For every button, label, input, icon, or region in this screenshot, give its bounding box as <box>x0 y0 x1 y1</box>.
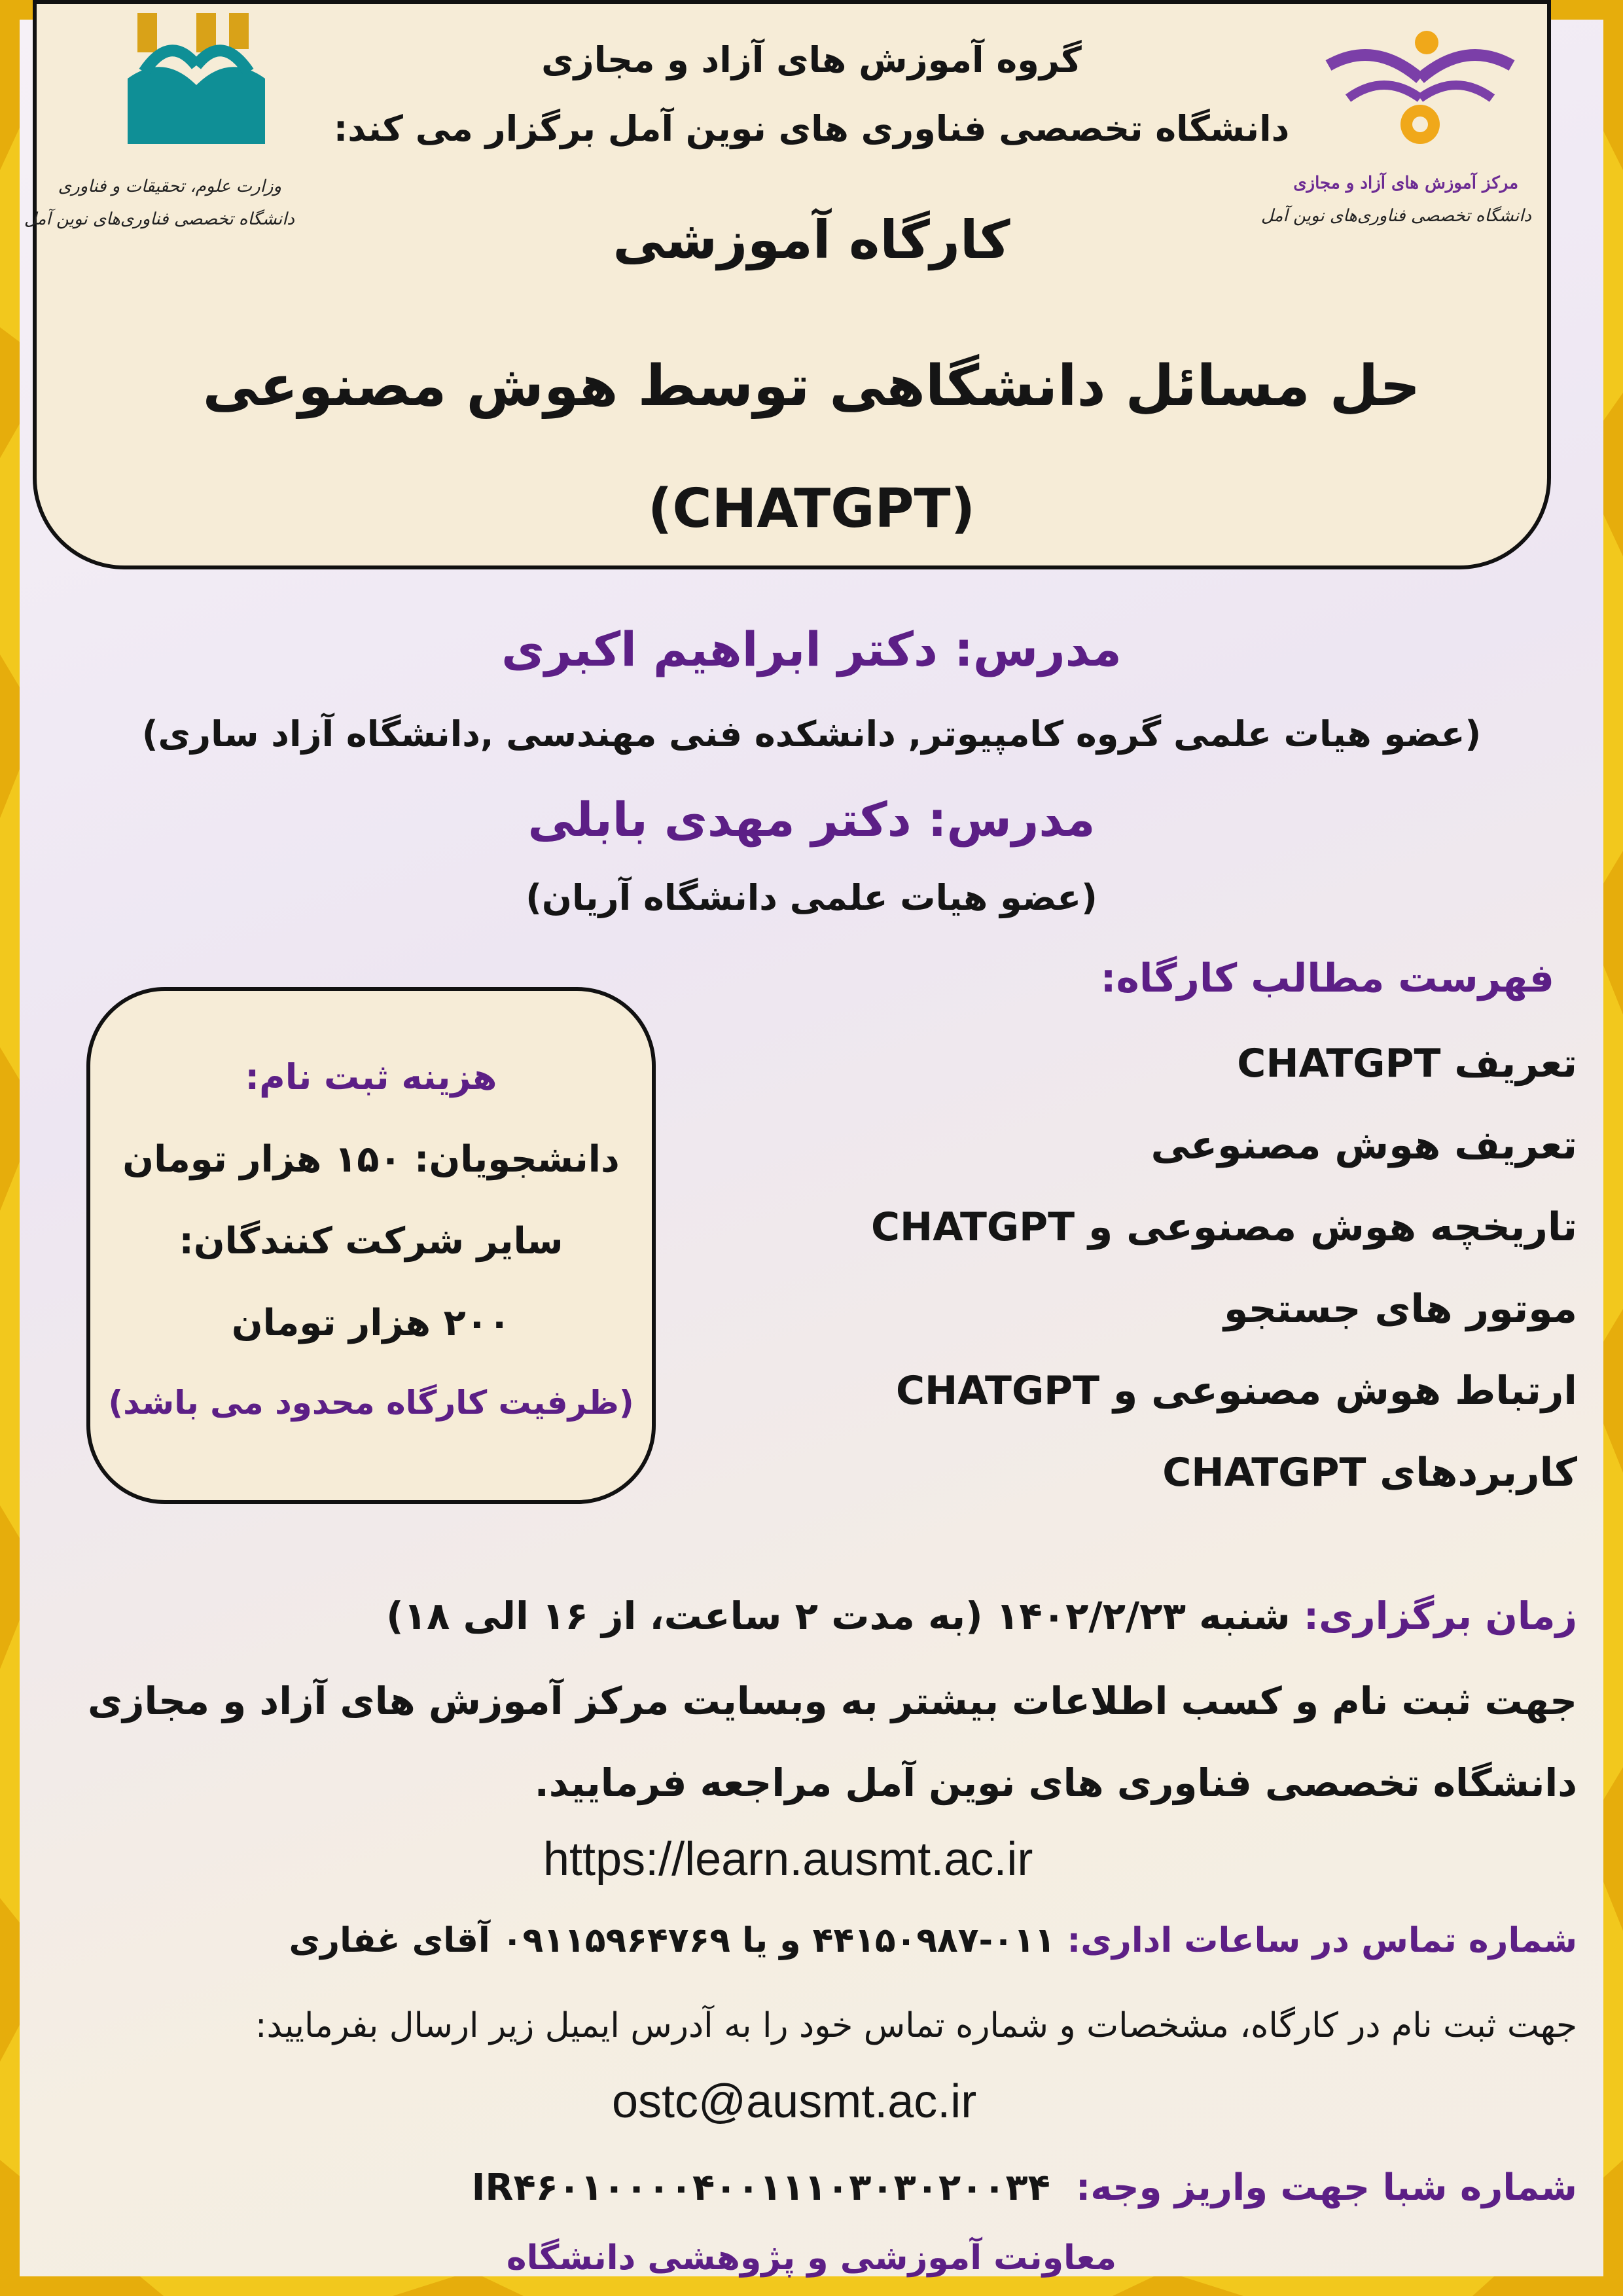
logo-left-caption-1: وزارت علوم، تحقیقات و فناوری <box>58 177 281 196</box>
sheba <box>472 2166 1577 2209</box>
footer-text: معاونت آموزشی و پژوهشی دانشگاه <box>506 2238 1117 2278</box>
page-title: حل مسائل دانشگاهی توسط هوش مصنوعی <box>202 353 1421 419</box>
header-line-2: دانشگاه تخصصی فناوری های نوین آمل برگزار می کند: <box>333 108 1290 149</box>
fee-capacity: (ظرفیت کارگاه محدود می باشد) <box>108 1384 634 1422</box>
topic-item: تعریف هوش مصنوعی <box>1150 1122 1577 1168</box>
registration-line-1: جهت ثبت نام و کسب اطلاعات بیشتر به وبسایت مرکز آموزش های آزاد و مجازی <box>87 1679 1577 1723</box>
contact <box>289 1921 1577 1960</box>
fee-others-label: سایر شرکت کنندگان: <box>179 1220 563 1263</box>
topic-item: کاربردهای CHATGPT <box>1162 1450 1577 1496</box>
topic-item: ارتباط هوش مصنوعی و CHATGPT <box>895 1368 1577 1414</box>
email-link[interactable]: ostc@ausmt.ac.ir <box>612 2075 977 2128</box>
workshop-label: کارگاه آموزشی <box>613 209 1010 270</box>
logo-right-caption-1: مرکز آموزش های آزاد و مجازی <box>1293 173 1518 193</box>
page-subtitle: (CHATGPT) <box>647 478 976 540</box>
instructor-1-affiliation: (عضو هیات علمی گروه کامپیوتر, دانشکده فنی مهندسی ,دانشگاه آزاد ساری) <box>141 713 1482 755</box>
instructor-2-affiliation: (عضو هیات علمی دانشگاه آریان) <box>526 877 1097 918</box>
topics-heading: فهرست مطالب کارگاه: <box>1100 956 1554 1001</box>
logo-left-caption-2: دانشگاه تخصصی فناوری‌های نوین آمل <box>24 209 294 229</box>
topic-item: تاریخچه هوش مصنوعی و CHATGPT <box>870 1204 1577 1250</box>
topic-item: موتور های جستجو <box>1224 1286 1577 1332</box>
schedule-label: زمان برگزاری: <box>1303 1594 1577 1638</box>
registration-line-2: دانشگاه تخصصی فناوری های نوین آمل مراجعه فرمایید. <box>534 1761 1577 1805</box>
header-line-1: گروه آموزش های آزاد و مجازی <box>541 39 1082 81</box>
contact-label: شماره تماس در ساعات اداری: <box>1067 1921 1577 1960</box>
email-instructions: جهت ثبت نام در کارگاه، مشخصات و شماره تماس خود را به آدرس ایمیل زیر ارسال بفرمایید: <box>255 2006 1577 2045</box>
instructor-2-label: مدرس: <box>927 792 1096 847</box>
sheba-value: IR۴۶۰۱۰۰۰۰۴۰۰۱۱۱۰۳۰۳۰۲۰۰۳۴ <box>471 2166 1050 2209</box>
website-link[interactable]: https://learn.ausmt.ac.ir <box>543 1833 1033 1886</box>
fee-others-price: ۲۰۰ هزار تومان <box>231 1302 511 1344</box>
schedule <box>386 1594 1577 1638</box>
instructor-2 <box>0 792 1623 847</box>
logo-right-caption-2: دانشگاه تخصصی فناوری‌های نوین آمل <box>1260 206 1531 226</box>
sheba-label: شماره شبا جهت واریز وجه: <box>1075 2166 1577 2209</box>
contact-value: ۰۱۱-۴۴۱۵۰۹۸۷ و یا ۰۹۱۱۵۹۶۴۷۶۹ آقای غفاری <box>289 1921 1067 1960</box>
fee-heading: هزینه ثبت نام: <box>245 1056 497 1098</box>
instructor-2-name: دکتر مهدی بابلی <box>527 792 912 847</box>
fee-students: دانشجویان: ۱۵۰ هزار تومان <box>122 1138 620 1181</box>
instructor-1-label: مدرس: <box>954 622 1122 677</box>
instructor-1 <box>0 622 1623 677</box>
fee-box <box>86 987 656 1504</box>
schedule-value: شنبه ۱۴۰۲/۲/۲۳ (به مدت ۲ ساعت، از ۱۶ الی ۱۸) <box>386 1594 1304 1638</box>
instructor-1-name: دکتر ابراهیم اکبری <box>501 622 938 677</box>
topic-item: تعریف CHATGPT <box>1237 1041 1577 1086</box>
